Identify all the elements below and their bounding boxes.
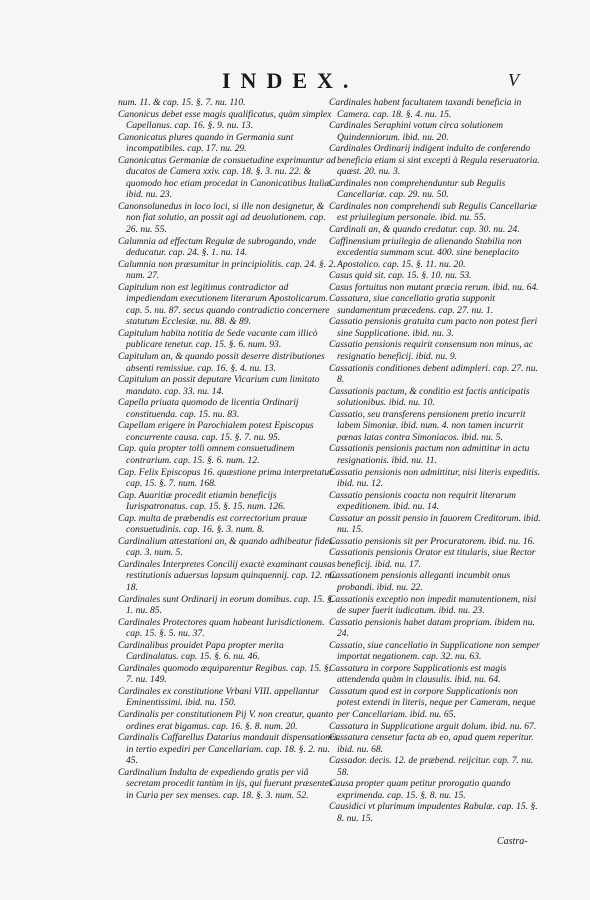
page-header [0,68,590,94]
index-entry: Cassationem pensionis alleganti incumbit onus probandi. ibid. nu. 22. [329,570,511,593]
index-entry: Calumnia ad effectum Regulæ de subrogando, vnde deducatur. cap. 24. §. 1. nu. 14. [118,235,317,259]
index-entry: Caffinensium priuilegia de alienando Stabilia non excedentia summam scut. 400. sine beneplacito Apostolico. cap. 15. §. 11. nu. 20. [329,235,522,270]
index-entry: Capitulum an possit deputare Vicarium cum limitato mandato. cap. 33. nu. 14. [118,374,320,397]
index-entry: Cap. multa de præbendis est correctorium prauæ consuetudinis. cap. 16. §. 3. num. 8. [118,512,308,536]
right-index-column [329,97,543,824]
index-entry: Cassatum quod est in corpore Supplicationis non potest extendi in literis, neque per Cameram, neque per Cancellariam. ibid. nu. 65. [329,685,536,720]
index-entry: Calumnia non præsumitur in principiolitis. cap. 24. §. 2. num. 27. [118,258,336,282]
index-entry: Cardinales Interpretes Concilij exactè examinant causas restitutionis aduersus lapsum quinquennij. cap. 12. nu. 18. [118,558,337,593]
index-entry: Casus quid sit. cap. 15. §. 10. nu. 53. [329,270,472,282]
index-entry: Cassationis exceptio non impedit manutentionem, nisi de super fuerit iudicatum. ibid. nu. 23. [329,593,537,617]
index-entry: Capitulum an, & quando possit deserre distributiones absenti remissiue. cap. 16. §. 4. nu. 13. [118,351,325,374]
page-folio: V [508,70,519,90]
index-entry: Cardinali an, & quando credatur. cap. 30. nu. 24. [329,224,520,236]
index-entry: Cardinales Ordinarij indigent indulto de conferendo beneficia etiam si sint excepti à Regula reseruatoria. quæst. 20. nu. 3. [329,143,540,178]
index-title: INDEX. [222,68,359,93]
index-entry: Canonicatus Germaniæ de consuetudine exprimuntur ad ducatos de Camera xxiv. cap. 18. §. 3. nu. 22. & quomodo hoc etiam procedat in Canonicatibus Italiæ. ibid. nu. 23. [118,154,336,201]
index-entry: num. 11. & cap. 15. §. 7. nu. 110. [118,97,246,108]
index-entry: Cassationis pactum, & conditio est factis anticipatis solutionibus. ibid. nu. 10. [329,385,530,409]
index-entry: Cassatio pensionis gratuita cum pacto non potest fieri sine Supplicatione. ibid. nu. 3. [329,316,538,339]
index-entry: Causidici vt plurimum impudentes Rabulæ. cap. 15. §. 8. nu. 15. [329,801,538,824]
index-entry: Cassatio pensionis sit per Procuratorem. ibid. nu. 16. [329,535,535,547]
index-entry: Canonsolunedus in loco loci, si ille non designetur, & non fiat solutio, an possit agi ad deuolutionem. cap. 26. nu. 55. [118,200,326,236]
index-entry: Cardinales sunt Ordinarij in eorum domibus. cap. 15. §. 1. nu. 85. [118,593,335,617]
index-entry: Cassatio, seu transferens pensionem pretio incurrit labem Simoniæ. ibid. num. 4. non tamen incurrit pœnas latas contra Simoniacos. ibid. nu. 5. [329,408,526,443]
index-entry: Cassatura in Supplicatione arguit dolum. ibid. nu. 67. [329,720,537,732]
index-entry: Cardinales quomodo æquiparentur Regibus. cap. 15. §. 7. nu. 149. [118,662,332,686]
index-entry: Cassationis pensionis Orator est titularis, siue Rector beneficij. ibid. nu. 17. [329,547,536,570]
catchword: Castra- [497,836,528,847]
index-entry: Cap. quia propter tolli omnem consuetudinem contrarium. cap. 15. §. 6. num. 12. [118,443,295,466]
index-entry: Cardinales Seraphini votum circa solutionem Quindenniorum. ibid. nu. 20. [329,120,504,143]
index-entry: Cardinalis Caffarellus Datarius mandauit dispensationes in tertio expediri per Cancellariam. cap. 18. §. 2. nu. 45. [118,732,338,767]
index-entry: Cassatio pensionis non admittitur, nisi literis expeditis. ibid. nu. 12. [329,466,541,490]
index-entry: Causa propter quam petitur prorogatio quando exprimenda. cap. 15. §. 8. nu. 15. [329,778,511,801]
index-entry: Capitulum non est legitimus contradictor ad impediendam executionem literarum Apostolicarum. cap. 5. nu. 87. secus quando contradictio concernere statutum Ecclesiæ. nu. 88. & 89. [118,281,330,328]
left-index-column [118,97,338,801]
index-entry: Capella priuata quomodo de licentia Ordinarij constituenda. cap. 15. nu. 83. [118,397,299,420]
index-entry: Cassatur an possit pensio in fauorem Creditorum. ibid. nu. 15. [329,512,541,536]
index-entry: Canonicatus plures quando in Germania sunt incompatibiles. cap. 17. nu. 29. [118,131,294,155]
index-entry: Cardinalium attestationi an, & quando adhibeatur fides. cap. 3. num. 5. [118,535,336,559]
index-entry: Cap. Felix Episcopus 16. quæstione prima interpretatur. cap. 15. §. 7. num. 168. [118,466,335,490]
index-entry: Cardinalium Indulta de expediendo gratis per viã secretam procedit tantùm in ijs, qui fuerunt præsentes in Curia per sex menses. cap. 18. §. 3. num. 52. [118,766,333,801]
index-entry: Cassador. decis. 12. de præbend. reijcitur. cap. 7. nu. 58. [329,755,534,778]
index-entry: Casus fortuitus non mutant præcia rerum. ibid. nu. 64. [329,281,539,293]
index-entry: Capitulum habita notitia de Sede vacante cam illicò publicare tenetur. cap. 15. §. 6. num. 93. [118,327,318,351]
index-entry: Cassatio, siue cancellatio in Supplicatione non semper importat negationem. cap. 32. nu. 63. [329,639,540,663]
index-entry: Cassatura censetur facta ab eo, apud quem reperitur. ibid. nu. 68. [329,732,534,755]
index-entry: Capellam erigere in Parochialem potest Episcopus concurrente causa. cap. 15. §. 7. nu. 95. [118,420,314,443]
index-entry: Cassatura in corpore Supplicationis est magis attendenda quàm in clausulis. ibid. nu. 64. [329,662,507,686]
index-entry: Cardinales non comprehendi sub Regulis Cancellariæ est priuilegium personale. ibid. nu. 55. [329,200,537,224]
index-entry: Cardinalibus prouidet Papa propter merita Cardinalatus. cap. 15. §. 6. nu. 46. [118,639,284,663]
index-entry: Cassatura, siue cancellatio gratia supponit sundamentum præcedens. cap. 27. nu. 1. [329,293,496,316]
index-entry: Cardinales Protectores quam habeant Iurisdictionem. cap. 15. §. 5. nu. 37. [118,616,325,640]
index-entry: Cassatio pensionis coacta non requirit literarum expeditionem. ibid. nu. 14. [329,489,516,513]
index-entry: Cassationis conditiones debent adimpleri. cap. 27. nu. 8. [329,362,538,386]
index-entry: Cassatio pensionis requirit consensum non minus, ac resignatio beneficij. ibid. nu. 9. [329,339,534,363]
index-entry: Cardinales non comprehenduntur sub Regulis Cancellariæ. cap. 29. nu. 50. [329,177,506,201]
index-entry: Cap. Auaritiæ procedit etiamin beneficijs Iurispatronatus. cap. 15. §. 15. num. 126. [118,489,286,513]
index-entry: Cardinalis per constitutionem Pij V. non creatur, quanto ordines erat bigamus. cap. 16. §. 8. num. 20. [118,708,334,732]
index-entry: Canonicus debet esse magis qualificatus, quàm simplex Capellanus. cap. 16. §. 9. nu. 13. [118,108,332,132]
index-entry: Cardinales habent facultatem taxandi beneficia in Camera. cap. 18. §. 4. nu. 15. [329,97,522,120]
index-entry: Cassatio pensionis habet datam propriam. ibidem nu. 24. [329,616,535,640]
index-entry: Cardinales ex constitutione Vrbani VIII. appellantur Eminentissimi. ibid. nu. 150. [118,685,319,709]
index-entry: Cassationis pensionis pactum non admittitur in actu resignationis. ibid. nu. 11. [329,443,530,466]
